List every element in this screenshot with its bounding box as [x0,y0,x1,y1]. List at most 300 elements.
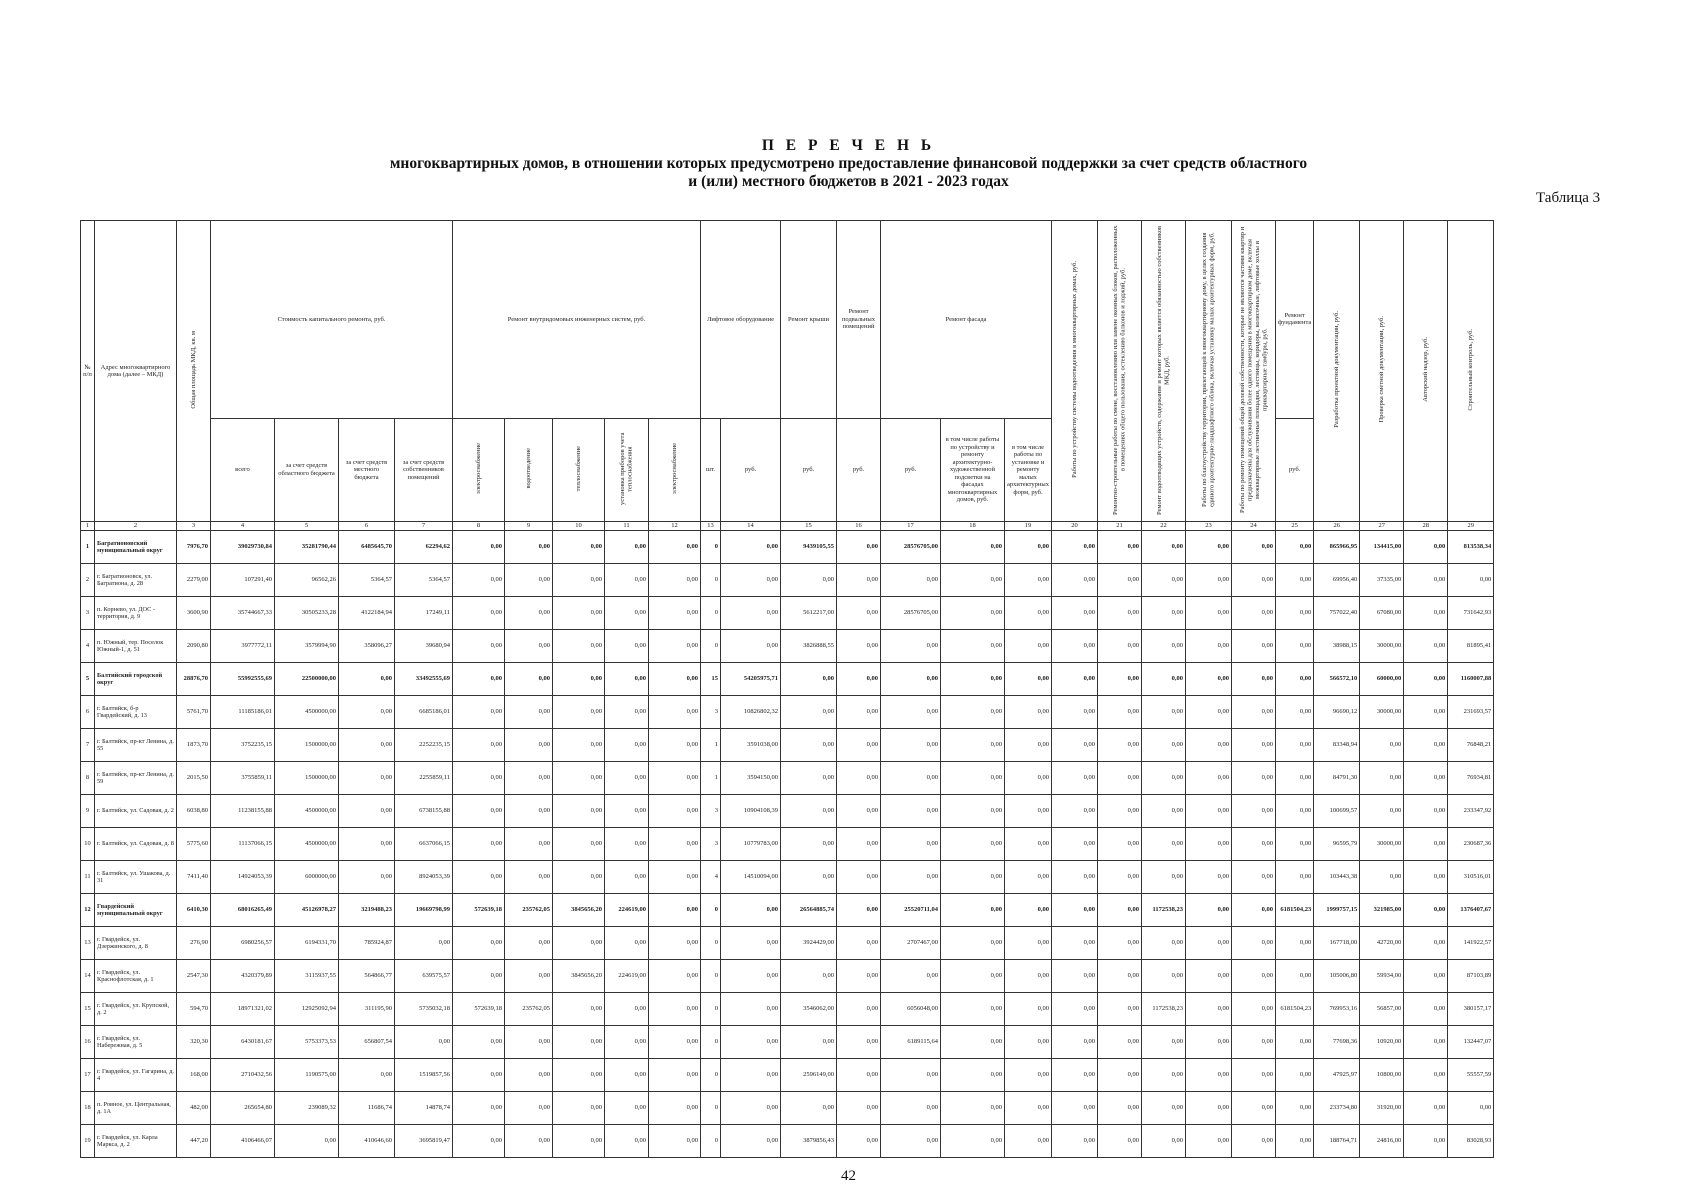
value-cell: 188764,71 [1314,1125,1360,1158]
value-cell: 0,00 [1276,1026,1314,1059]
value-cell: 0,00 [941,630,1005,663]
value-cell: 132447,07 [1448,1026,1494,1059]
table-row [81,696,1494,729]
value-cell: 0,00 [1186,861,1232,894]
value-cell: 0,00 [339,663,395,696]
value-cell: 1376407,67 [1448,894,1494,927]
value-cell: 12925092,94 [275,993,339,1026]
value-cell: 0,00 [649,828,701,861]
value-cell: 0,00 [881,663,941,696]
value-cell: 0,00 [1052,795,1098,828]
value-cell: 0,00 [649,927,701,960]
value-cell: 0,00 [553,927,605,960]
value-cell: 0,00 [1448,564,1494,597]
value-cell: 96690,12 [1314,696,1360,729]
value-cell: 0,00 [781,1026,837,1059]
value-cell: 0,00 [1098,993,1142,1026]
value-cell: 0,00 [505,927,553,960]
value-cell: 30505233,28 [275,597,339,630]
value-cell: 0,00 [1232,960,1276,993]
value-cell: 10779783,00 [721,828,781,861]
value-cell: 0,00 [1404,828,1448,861]
header-c23: Работы по благоустройству территории, прилегающей к многоквартирному дому, в целях создания единого архитектурно-ландшафтного облика, включая установку малых архитектурных форм, руб. [1186,221,1232,522]
header-facade-arch: в том числе работы по устройству и ремонту архитектурно-художественной подсветки на фасадах многоквартирных домов, руб. [941,418,1005,522]
value-cell: 0,00 [1142,927,1186,960]
value-cell: 0,00 [1005,1059,1052,1092]
title-line-3: и (или) местного бюджетов в 2021 - 2023 годах [688,173,1009,190]
value-cell: 35744667,33 [211,597,275,630]
value-cell: 0,00 [941,1059,1005,1092]
value-cell: 0,00 [837,663,881,696]
value-cell: 0,00 [1005,729,1052,762]
value-cell: 6038,80 [177,795,211,828]
column-index-cell: 3 [177,522,211,531]
value-cell: 0,00 [453,927,505,960]
header-cost-total: всего [211,418,275,522]
value-cell: 0,00 [837,630,881,663]
table-row [81,861,1494,894]
value-cell: 0 [701,960,721,993]
value-cell: 0,00 [1186,696,1232,729]
value-cell: 0,00 [721,960,781,993]
value-cell: 0,00 [1005,531,1052,564]
header-basement-rub: руб. [837,418,881,522]
row-number-cell: 9 [81,795,95,828]
value-cell: 0,00 [837,1026,881,1059]
value-cell: 0,00 [1276,828,1314,861]
value-cell: 0,00 [781,1092,837,1125]
row-number-cell: 4 [81,630,95,663]
value-cell: 0,00 [1005,663,1052,696]
value-cell: 0,00 [1404,663,1448,696]
value-cell: 0,00 [721,927,781,960]
value-cell: 69956,40 [1314,564,1360,597]
value-cell: 0,00 [649,597,701,630]
value-cell: 0,00 [505,861,553,894]
value-cell: 0,00 [1276,663,1314,696]
value-cell: 39029730,84 [211,531,275,564]
row-number-cell: 17 [81,1059,95,1092]
value-cell: 0,00 [781,564,837,597]
value-cell: 0,00 [339,729,395,762]
value-cell: 0,00 [1448,1092,1494,1125]
value-cell: 0,00 [453,795,505,828]
value-cell: 0,00 [453,1059,505,1092]
value-cell: 6485645,70 [339,531,395,564]
value-cell: 0,00 [1052,729,1098,762]
value-cell: 0,00 [339,795,395,828]
value-cell: 0,00 [837,894,881,927]
value-cell: 0 [701,993,721,1026]
value-cell: 0,00 [1232,663,1276,696]
row-number-cell: 13 [81,927,95,960]
value-cell: 30000,00 [1360,828,1404,861]
value-cell: 233734,80 [1314,1092,1360,1125]
value-cell: 0,00 [605,1026,649,1059]
value-cell: 0,00 [721,531,781,564]
value-cell: 0,00 [1052,1125,1098,1158]
value-cell: 785924,87 [339,927,395,960]
value-cell: 42720,00 [1360,927,1404,960]
address-cell: г. Балтийск, пр-кт Ленина, д. 55 [95,729,177,762]
value-cell: 0,00 [837,927,881,960]
value-cell: 3219488,23 [339,894,395,927]
value-cell: 0,00 [837,696,881,729]
value-cell: 0,00 [1098,597,1142,630]
value-cell: 0,00 [1098,1026,1142,1059]
value-cell: 3115937,55 [275,960,339,993]
header-num: № п/п [81,221,95,522]
value-cell: 3752235,15 [211,729,275,762]
value-cell: 0,00 [1052,531,1098,564]
value-cell: 0,00 [553,1092,605,1125]
value-cell: 0 [701,927,721,960]
value-cell: 0,00 [453,597,505,630]
value-cell: 3546062,00 [781,993,837,1026]
value-cell: 0,00 [1186,1125,1232,1158]
value-cell: 0,00 [1232,795,1276,828]
value-cell: 0,00 [1052,597,1098,630]
value-cell: 0,00 [649,795,701,828]
value-cell: 0,00 [837,762,881,795]
value-cell: 0,00 [453,663,505,696]
value-cell: 0,00 [881,1092,941,1125]
value-cell: 0,00 [721,1026,781,1059]
value-cell: 0,00 [1142,1125,1186,1158]
header-basement-group: Ремонт подвальных помещений [837,221,881,419]
address-cell: г. Гвардейск, ул. Краснофлотская, д. 1 [95,960,177,993]
value-cell: 410646,60 [339,1125,395,1158]
value-cell: 11137066,15 [211,828,275,861]
value-cell: 0,00 [1005,993,1052,1026]
value-cell: 22500000,00 [275,663,339,696]
value-cell: 0,00 [837,1092,881,1125]
value-cell: 5612217,00 [781,597,837,630]
value-cell: 4500000,00 [275,828,339,861]
value-cell: 2252235,15 [395,729,453,762]
value-cell: 0,00 [605,1092,649,1125]
column-index-cell: 18 [941,522,1005,531]
value-cell: 265654,80 [211,1092,275,1125]
value-cell: 0,00 [1404,1026,1448,1059]
value-cell: 14878,74 [395,1092,453,1125]
value-cell: 0,00 [553,993,605,1026]
value-cell: 0,00 [1404,1059,1448,1092]
value-cell: 0,00 [1098,762,1142,795]
header-c22: Ремонт водоотводящих устройств, содержание и ремонт которых является обязанностью собственников МКД, руб. [1142,221,1186,522]
header-cost-group: Стоимость капитального ремонта, руб. [211,221,453,419]
address-cell: г. Багратионовск, ул. Багратиона, д. 28 [95,564,177,597]
value-cell: 0,00 [649,960,701,993]
row-number-cell: 1 [81,531,95,564]
value-cell: 28576705,00 [881,531,941,564]
value-cell: 0,00 [1186,894,1232,927]
value-cell: 0,00 [1186,1059,1232,1092]
value-cell: 0,00 [1232,1092,1276,1125]
column-index-cell: 27 [1360,522,1404,531]
column-index-cell: 20 [1052,522,1098,531]
value-cell: 3755859,11 [211,762,275,795]
column-index-cell: 11 [605,522,649,531]
value-cell: 15 [701,663,721,696]
value-cell: 6194331,70 [275,927,339,960]
value-cell: 0,00 [649,630,701,663]
value-cell: 0,00 [649,1092,701,1125]
value-cell: 0,00 [1276,597,1314,630]
table-row [81,630,1494,663]
address-cell: г. Балтийск, ул. Садовая, д. 2 [95,795,177,828]
value-cell: 0,00 [941,663,1005,696]
header-c28: Авторский надзор, руб. [1404,221,1448,522]
municipality-total-row [81,531,1494,564]
value-cell: 25520711,04 [881,894,941,927]
value-cell: 0,00 [605,993,649,1026]
value-cell: 0,00 [649,696,701,729]
value-cell: 30000,00 [1360,696,1404,729]
value-cell: 0,00 [553,828,605,861]
value-cell: 2596149,00 [781,1059,837,1092]
value-cell: 14924053,39 [211,861,275,894]
value-cell: 31920,00 [1360,1092,1404,1125]
value-cell: 0 [701,564,721,597]
value-cell: 0,00 [1276,861,1314,894]
value-cell: 96562,26 [275,564,339,597]
table-row [81,1059,1494,1092]
value-cell: 134415,00 [1360,531,1404,564]
value-cell: 0,00 [1186,960,1232,993]
value-cell: 0,00 [1142,1026,1186,1059]
value-cell: 2279,00 [177,564,211,597]
value-cell: 0,00 [1052,1026,1098,1059]
address-cell: Балтийский городской округ [95,663,177,696]
value-cell: 0,00 [553,1059,605,1092]
value-cell: 0,00 [1404,1092,1448,1125]
value-cell: 0,00 [881,564,941,597]
value-cell: 0,00 [881,960,941,993]
value-cell: 0,00 [837,564,881,597]
value-cell: 0,00 [721,1092,781,1125]
value-cell: 0,00 [453,531,505,564]
value-cell: 865966,95 [1314,531,1360,564]
value-cell: 167718,00 [1314,927,1360,960]
value-cell: 0,00 [1052,828,1098,861]
value-cell: 0,00 [881,1125,941,1158]
value-cell: 28576705,00 [881,597,941,630]
value-cell: 39680,94 [395,630,453,663]
value-cell: 0,00 [505,729,553,762]
value-cell: 358096,27 [339,630,395,663]
value-cell: 7411,40 [177,861,211,894]
value-cell: 0,00 [781,795,837,828]
value-cell: 18971321,02 [211,993,275,1026]
value-cell: 235762,05 [505,894,553,927]
value-cell: 0,00 [1005,894,1052,927]
value-cell: 0,00 [1052,993,1098,1026]
value-cell: 0,00 [649,1026,701,1059]
value-cell: 0,00 [837,1059,881,1092]
value-cell: 0,00 [1098,1125,1142,1158]
value-cell: 0,00 [1052,630,1098,663]
value-cell: 55992555,69 [211,663,275,696]
value-cell: 0,00 [837,795,881,828]
value-cell: 76848,21 [1448,729,1494,762]
value-cell: 10800,00 [1360,1059,1404,1092]
value-cell: 4 [701,861,721,894]
value-cell: 0,00 [505,564,553,597]
value-cell: 87103,89 [1448,960,1494,993]
value-cell: 572639,18 [453,993,505,1026]
value-cell: 0,00 [1098,663,1142,696]
value-cell: 0,00 [553,531,605,564]
header-c21: Ремонтно-строительные работы по смене, восстановлению или замене оконных блоков, расположенных в помещениях общего пользования, остеклению балконов и лоджий, руб. [1098,221,1142,522]
value-cell: 0,00 [505,828,553,861]
value-cell: 0,00 [505,696,553,729]
value-cell: 0,00 [1276,1125,1314,1158]
value-cell: 0,00 [1232,531,1276,564]
value-cell: 0,00 [453,630,505,663]
value-cell: 311195,90 [339,993,395,1026]
value-cell: 6685186,01 [395,696,453,729]
header-foundation-rub: руб. [1276,418,1314,522]
value-cell: 0,00 [605,795,649,828]
value-cell: 45126978,27 [275,894,339,927]
value-cell: 1172538,23 [1142,894,1186,927]
column-index-cell: 26 [1314,522,1360,531]
value-cell: 0,00 [721,597,781,630]
value-cell: 0,00 [1186,1026,1232,1059]
value-cell: 0,00 [505,630,553,663]
address-cell: п. Ровное, ул. Центральная, д. 1А [95,1092,177,1125]
value-cell: 0,00 [941,564,1005,597]
address-cell: г. Гвардейск, ул. Гагарина, д. 4 [95,1059,177,1092]
value-cell: 0,00 [1404,696,1448,729]
value-cell: 26564885,74 [781,894,837,927]
row-number-cell: 5 [81,663,95,696]
value-cell: 0,00 [505,1026,553,1059]
value-cell: 28876,70 [177,663,211,696]
value-cell: 0,00 [1404,795,1448,828]
value-cell: 17249,11 [395,597,453,630]
column-index-cell: 8 [453,522,505,531]
value-cell: 566572,10 [1314,663,1360,696]
value-cell: 0,00 [649,993,701,1026]
value-cell: 77698,36 [1314,1026,1360,1059]
value-cell: 0,00 [1098,1059,1142,1092]
value-cell: 0,00 [1098,696,1142,729]
row-number-cell: 7 [81,729,95,762]
value-cell: 0,00 [553,696,605,729]
value-cell: 0,00 [1005,1026,1052,1059]
buildings-table [80,220,1494,1158]
value-cell: 0,00 [339,828,395,861]
value-cell: 0,00 [1005,1125,1052,1158]
value-cell: 0,00 [1276,531,1314,564]
address-cell: г. Гвардейск, ул. Дзержинского, д. 8 [95,927,177,960]
value-cell: 0,00 [453,696,505,729]
value-cell: 3591038,00 [721,729,781,762]
header-eng-heating: теплоснабжение [553,418,605,522]
value-cell: 1 [701,762,721,795]
value-cell: 0,00 [275,1125,339,1158]
value-cell: 2015,50 [177,762,211,795]
row-number-cell: 11 [81,861,95,894]
column-index-cell: 5 [275,522,339,531]
value-cell: 0,00 [505,795,553,828]
value-cell: 0,00 [553,564,605,597]
header-engineering-group: Ремонт внутридомовых инженерных систем, руб. [453,221,701,419]
value-cell: 0,00 [453,828,505,861]
value-cell: 3 [701,696,721,729]
value-cell: 0,00 [941,1026,1005,1059]
value-cell: 0,00 [1142,564,1186,597]
value-cell: 0 [701,1059,721,1092]
value-cell: 0,00 [781,828,837,861]
value-cell: 0,00 [1186,630,1232,663]
value-cell: 11185186,01 [211,696,275,729]
value-cell: 68016265,49 [211,894,275,927]
header-row-1 [81,221,1494,419]
column-index-cell: 4 [211,522,275,531]
value-cell: 55557,59 [1448,1059,1494,1092]
table-row [81,795,1494,828]
value-cell: 3924429,00 [781,927,837,960]
value-cell: 0,00 [1360,861,1404,894]
page-number: 42 [841,1168,856,1184]
column-index-cell: 17 [881,522,941,531]
value-cell: 0,00 [837,861,881,894]
value-cell: 0,00 [1098,564,1142,597]
header-c27: Проверка сметной документации, руб. [1360,221,1404,522]
value-cell: 0,00 [1186,795,1232,828]
table-row [81,729,1494,762]
value-cell: 0,00 [453,1125,505,1158]
column-index-cell: 22 [1142,522,1186,531]
value-cell: 0,00 [453,861,505,894]
value-cell: 0,00 [781,960,837,993]
value-cell: 0,00 [1098,828,1142,861]
column-index-cell: 15 [781,522,837,531]
column-index-cell: 25 [1276,522,1314,531]
value-cell: 0,00 [1404,927,1448,960]
value-cell: 0,00 [941,795,1005,828]
value-cell: 0 [701,894,721,927]
value-cell: 0,00 [1404,1125,1448,1158]
value-cell: 0,00 [1186,1092,1232,1125]
value-cell: 0,00 [605,630,649,663]
column-index-cell: 12 [649,522,701,531]
value-cell: 0,00 [453,762,505,795]
header-lift-units: шт. [701,418,721,522]
value-cell: 0,00 [1098,630,1142,663]
table-row [81,597,1494,630]
value-cell: 0,00 [1404,993,1448,1026]
value-cell: 10826802,32 [721,696,781,729]
value-cell: 5364,57 [339,564,395,597]
value-cell: 0,00 [721,564,781,597]
value-cell: 0,00 [721,993,781,1026]
value-cell: 0,00 [1142,729,1186,762]
row-number-cell: 8 [81,762,95,795]
value-cell: 0,00 [1052,861,1098,894]
value-cell: 6000000,00 [275,861,339,894]
value-cell: 0 [701,630,721,663]
value-cell: 0,00 [781,762,837,795]
value-cell: 0,00 [1186,531,1232,564]
value-cell: 83348,94 [1314,729,1360,762]
value-cell: 0 [701,1092,721,1125]
value-cell: 0,00 [505,531,553,564]
value-cell: 0,00 [1142,828,1186,861]
